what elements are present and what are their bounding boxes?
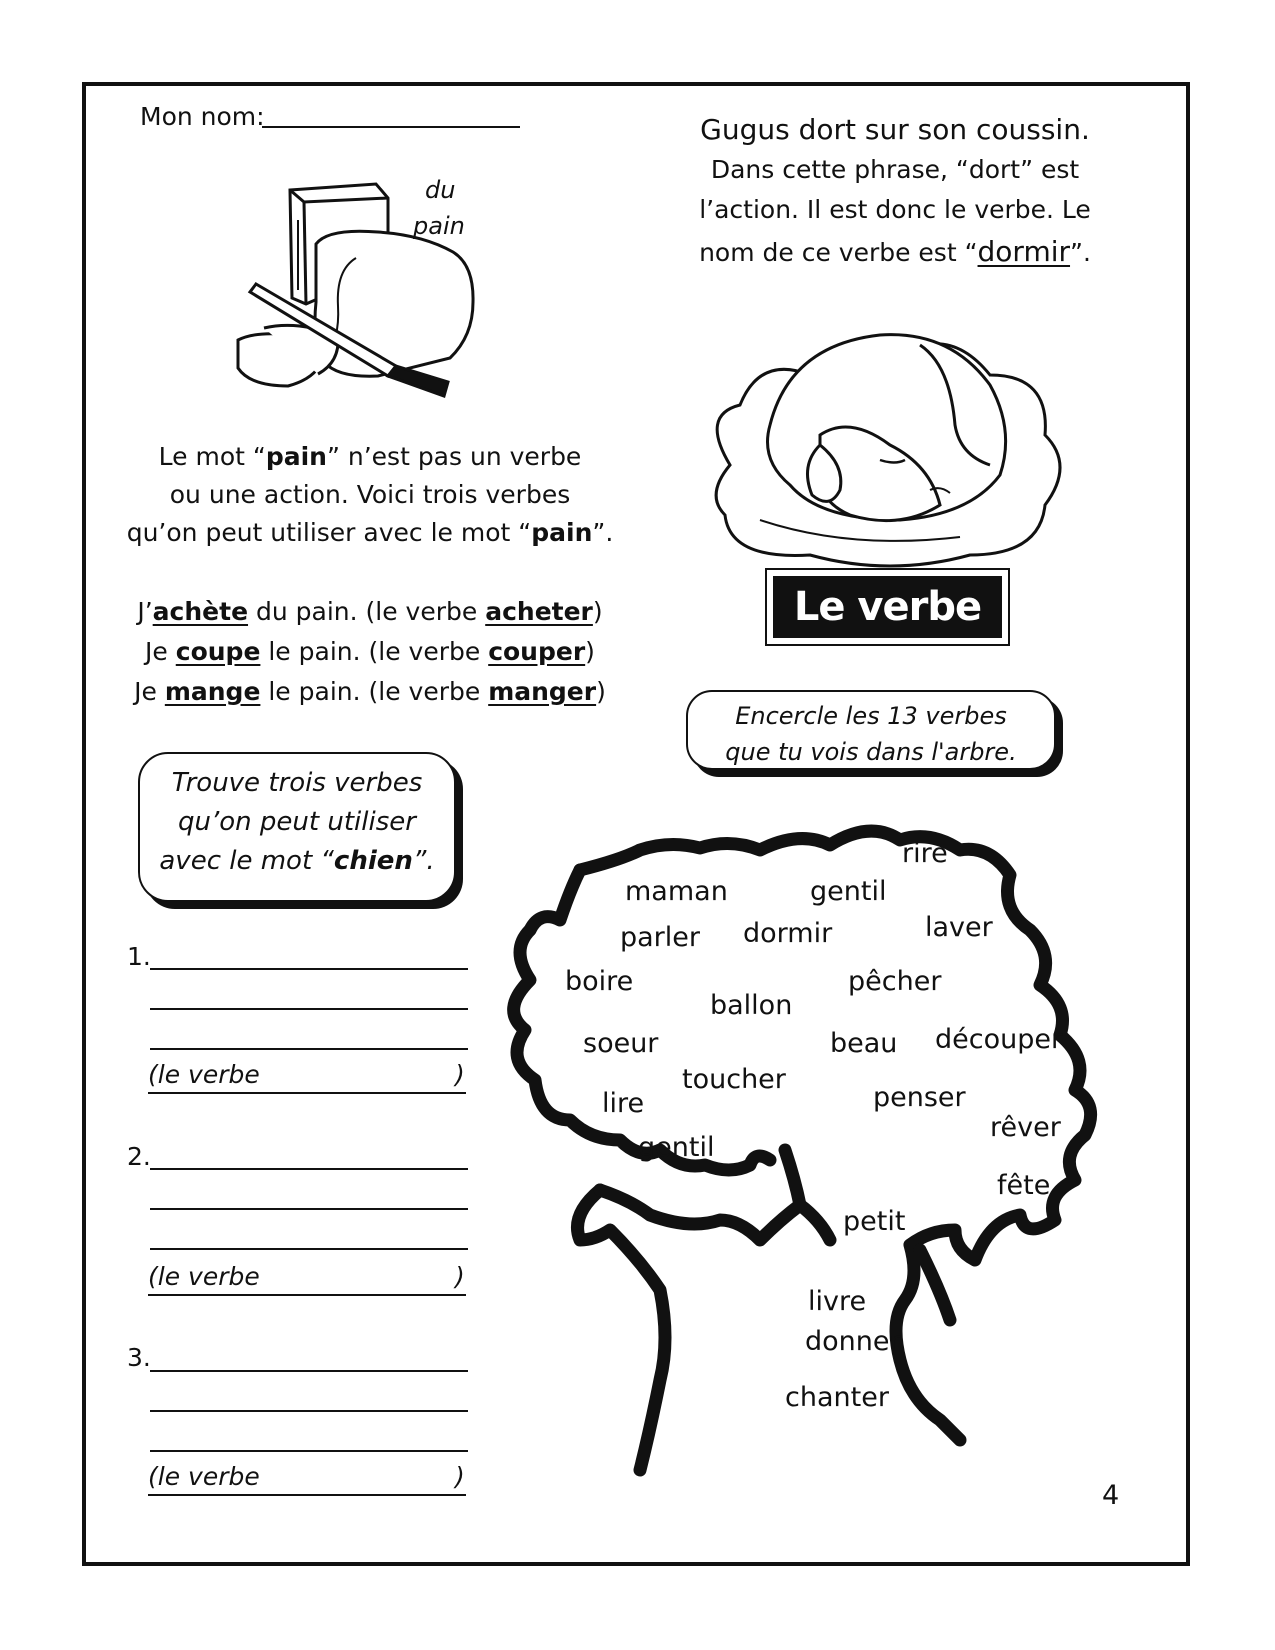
right-line-3: nom de ce verbe est “dormir”. bbox=[699, 235, 1091, 268]
answer-line[interactable] bbox=[150, 1168, 468, 1170]
tree-word[interactable]: maman bbox=[625, 876, 728, 907]
instruction-left-line-1: Trouve trois verbes bbox=[171, 768, 423, 798]
page-number: 4 bbox=[1102, 1480, 1120, 1511]
instruction-right-line-1: Encercle les 13 verbes bbox=[735, 702, 1007, 730]
example-line: Je coupe le pain. (le verbe couper) bbox=[145, 637, 595, 666]
bread-caption-pain: pain bbox=[413, 212, 465, 240]
answer-line[interactable] bbox=[150, 1248, 468, 1250]
tree-word[interactable]: soeur bbox=[583, 1028, 659, 1059]
answer-line[interactable] bbox=[150, 1208, 468, 1210]
answer-line[interactable] bbox=[150, 1048, 468, 1050]
right-line-1: Dans cette phrase, “dort” est bbox=[710, 155, 1080, 184]
tree-word[interactable]: beau bbox=[830, 1028, 898, 1059]
answer-number: 3. bbox=[127, 1343, 151, 1372]
tree-word[interactable]: lire bbox=[602, 1088, 645, 1119]
answer-line[interactable] bbox=[150, 1008, 468, 1010]
tree-word[interactable]: dormir bbox=[743, 918, 833, 949]
verb-answer-line[interactable] bbox=[148, 1294, 466, 1296]
tree-word[interactable]: gentil bbox=[638, 1132, 715, 1163]
tree-word[interactable]: donner bbox=[805, 1326, 901, 1357]
bread-caption-du: du bbox=[425, 176, 456, 204]
instruction-left-line-2: qu’on peut utiliser bbox=[178, 807, 416, 837]
tree-word[interactable]: petit bbox=[843, 1206, 906, 1237]
verb-label: (le verbe bbox=[148, 1060, 260, 1089]
answer-number: 1. bbox=[127, 942, 151, 971]
verb-label: (le verbe bbox=[148, 1262, 260, 1291]
tree-word[interactable]: ballon bbox=[710, 990, 793, 1021]
name-input-line[interactable] bbox=[262, 126, 520, 128]
intro-line-3: qu’on peut utiliser avec le mot “pain”. bbox=[126, 518, 614, 547]
verb-label-close: ) bbox=[455, 1262, 465, 1291]
verb-label-close: ) bbox=[455, 1462, 465, 1491]
examples-block bbox=[100, 592, 640, 712]
tree-word[interactable]: pêcher bbox=[848, 966, 942, 997]
verb-label: (le verbe bbox=[148, 1462, 260, 1491]
intro-paragraph bbox=[100, 438, 640, 552]
tree-word[interactable]: livre bbox=[808, 1286, 867, 1317]
sentence-title: Gugus dort sur son coussin. bbox=[700, 113, 1090, 146]
tree-word[interactable]: rire bbox=[902, 838, 948, 869]
instruction-box-right bbox=[686, 690, 1056, 770]
answer-line[interactable] bbox=[150, 1370, 468, 1372]
tree-word[interactable]: penser bbox=[873, 1082, 966, 1113]
title-banner: Le verbe bbox=[773, 576, 1002, 638]
answer-number: 2. bbox=[127, 1142, 151, 1171]
tree-word[interactable]: gentil bbox=[810, 876, 887, 907]
answer-line[interactable] bbox=[150, 968, 468, 970]
name-label: Mon nom: bbox=[140, 102, 265, 131]
example-line: J’achète du pain. (le verbe acheter) bbox=[137, 597, 603, 626]
verb-answer-line[interactable] bbox=[148, 1092, 466, 1094]
verb-label-close: ) bbox=[455, 1060, 465, 1089]
tree-word[interactable]: chanter bbox=[785, 1382, 889, 1413]
tree-word[interactable]: boire bbox=[565, 966, 634, 997]
intro-line-1: Le mot “pain” n’est pas un verbe bbox=[158, 442, 582, 471]
answer-line[interactable] bbox=[150, 1450, 468, 1452]
answer-line[interactable] bbox=[150, 1410, 468, 1412]
instruction-right-line-2: que tu vois dans l'arbre. bbox=[725, 738, 1017, 766]
instruction-box-left bbox=[138, 752, 456, 902]
instruction-left-line-3: avec le mot “chien”. bbox=[159, 846, 435, 876]
tree-word[interactable]: découper bbox=[935, 1024, 1063, 1055]
tree-word[interactable]: rêver bbox=[990, 1112, 1061, 1143]
example-line: Je mange le pain. (le verbe manger) bbox=[134, 677, 606, 706]
right-explanation bbox=[670, 110, 1120, 275]
tree-word[interactable]: toucher bbox=[682, 1064, 786, 1095]
sleeping-dog-illustration bbox=[700, 315, 1080, 580]
tree-word[interactable]: parler bbox=[620, 922, 700, 953]
tree-word[interactable]: laver bbox=[925, 912, 993, 943]
right-line-2: l’action. Il est donc le verbe. Le bbox=[699, 195, 1091, 224]
intro-line-2: ou une action. Voici trois verbes bbox=[169, 480, 571, 509]
tree-word[interactable]: fête bbox=[997, 1170, 1051, 1201]
verb-answer-line[interactable] bbox=[148, 1494, 466, 1496]
